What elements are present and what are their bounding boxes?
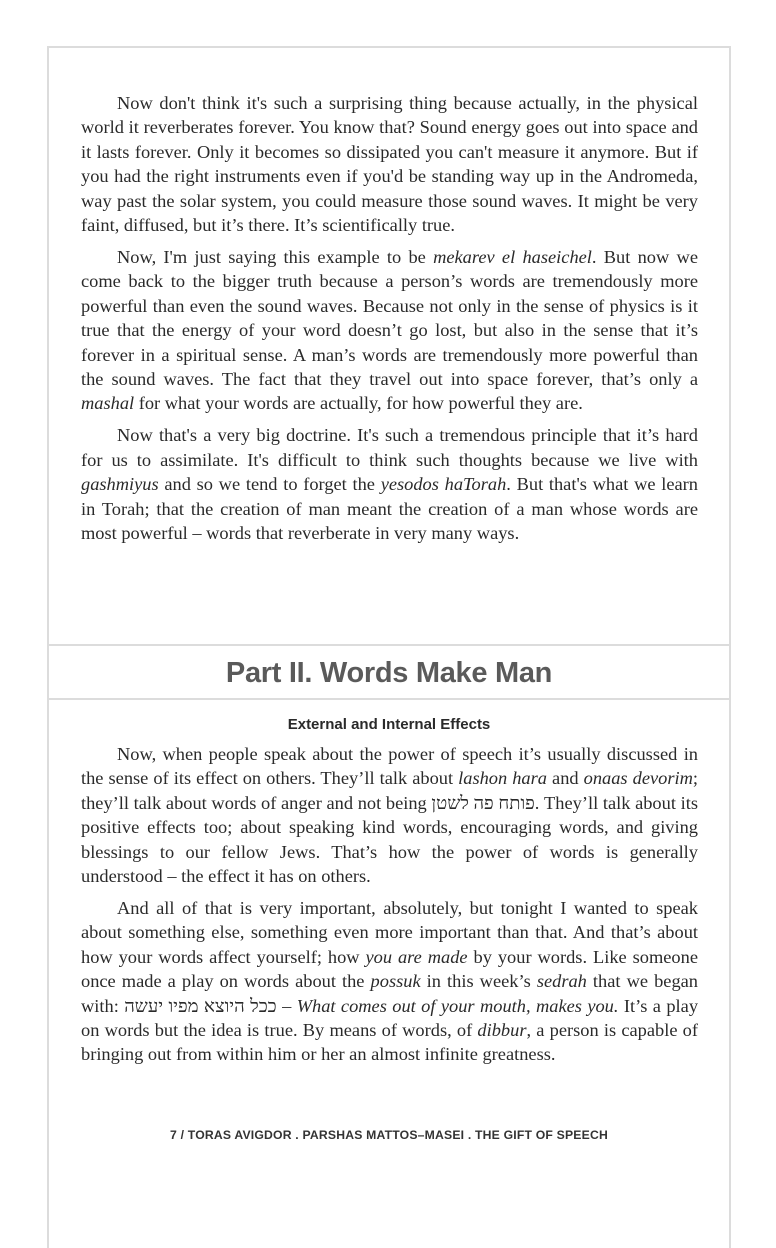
paragraph bbox=[81, 245, 698, 416]
italic-term: onaas devorim bbox=[583, 768, 693, 789]
divider bbox=[49, 698, 729, 700]
text-run: . But now we come back to the bigger truth because a person’s words are tremendously more powerful than even the sound waves. Because not only in the sense of physics is it true that the energy of your word doesn’t go lost, but also in the sense that it’s forever in a spiritual sense. A man’s words are tremendously more powerful than the sound waves. The fact that they travel out into space forever, that’s only a bbox=[81, 246, 698, 389]
text-run: And all of that is very important, absolutely, but tonight I wanted to speak about something else, something even more important than that. And that’s about how your words affect yourself; how bbox=[81, 897, 698, 967]
italic-term: gashmiyus bbox=[81, 474, 159, 495]
italic-term: mashal bbox=[81, 393, 135, 414]
paragraph bbox=[81, 742, 698, 888]
text-run: Now that's a very big doctrine. It's such a tremendous principle that it’s hard for us to assimilate. It's difficult to think such thoughts because we live with bbox=[81, 425, 698, 470]
italic-term: mekarev el haseichel bbox=[433, 246, 592, 267]
text-run: , a person is capable of bringing out from within him or her an almost infinite greatness. bbox=[81, 1019, 699, 1065]
paragraph bbox=[81, 896, 698, 1067]
text-run: Now, when people speak about the power of speech it’s usually discussed in the sense of its effect on others. They’ll talk about bbox=[81, 744, 698, 789]
text-run: and so we tend to forget the bbox=[158, 474, 381, 495]
text-run: and bbox=[546, 768, 584, 789]
italic-term: yesodos haTorah bbox=[380, 474, 507, 495]
paragraph bbox=[81, 423, 698, 545]
text-run: ; they’ll talk about words of anger and not being ‫פותח פה לשטן‬. They’ll talk about its positive effects too; about speaking kind words, encouraging words, and giving blessings to our fellow Jews. That’s how the power of words is generally understood – the effect it has on others. bbox=[81, 768, 699, 887]
italic-term: possuk bbox=[370, 971, 421, 992]
text-run: . But that's what we learn in Torah; that the creation of man meant the creation of a man whose words are most powerful – words that reverberate in very many ways. bbox=[81, 474, 698, 543]
divider bbox=[49, 644, 729, 646]
section-body bbox=[81, 742, 698, 1074]
italic-term: What comes out of your mouth, makes you. bbox=[296, 995, 619, 1016]
part-heading: Part II. Words Make Man bbox=[225, 656, 553, 689]
italic-term: lashon hara bbox=[458, 768, 547, 789]
text-run: Now, I'm just saying this example to be bbox=[117, 246, 434, 267]
italic-term: dibbur bbox=[477, 1019, 527, 1040]
text-run: in this week’s bbox=[420, 971, 537, 992]
text-run: by your words. Like someone once made a play on words about the bbox=[81, 946, 698, 992]
text-run: that we began with: ‫ככל היוצא מפיו יעשה‬ – bbox=[81, 971, 698, 1016]
paragraph bbox=[81, 91, 698, 237]
text-run: for what your words are actually, for how powerful they are. bbox=[134, 393, 583, 414]
section-body bbox=[81, 91, 698, 553]
page-footer: 7 / TORAS AVIGDOR . PARSHAS MATTOS–MASEI . THE GIFT OF SPEECH bbox=[170, 1128, 608, 1142]
subheading: External and Internal Effects bbox=[287, 716, 491, 733]
italic-term: sedrah bbox=[536, 971, 587, 992]
page-frame bbox=[47, 46, 731, 1248]
italic-term: you are made bbox=[365, 946, 468, 967]
text-run: It’s a play on words but the idea is true. By means of words, of bbox=[81, 995, 699, 1040]
text-run: Now don't think it's such a surprising thing because actually, in the physical world it reverberates forever. You know that? Sound energy goes out into space and it lasts forever. Only it becomes so dissipated you can't measure it anymore. But if you had the right instruments even if you'd be standing way up in the Andromeda, way past the solar system, you could measure those sound waves. It might be very faint, diffused, but it’s there. It’s scientifically true. bbox=[81, 93, 698, 236]
